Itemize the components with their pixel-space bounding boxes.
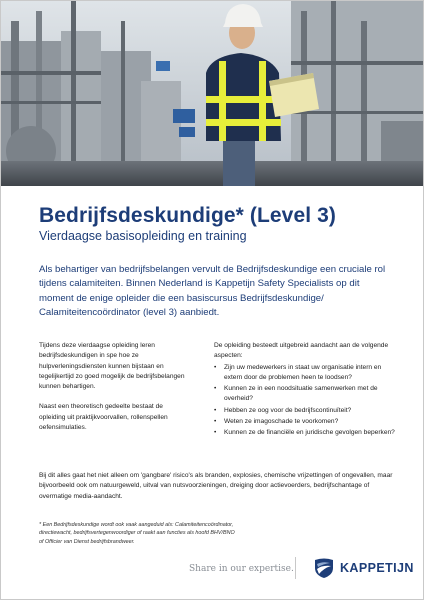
kappetijn-shield-logo-icon [313,557,335,579]
page-subtitle: Vierdaagse basisopleiding en training [39,229,247,243]
aspects-intro: De opleiding besteedt uitgebreid aandacht aan de volgende aspecten: [214,342,389,360]
left-paragraph-2: Naast een theoretisch gedeelte bestaat de opleiding uit praktijkvoorvallen, rollenspellen oefensimulaties. [39,403,168,432]
footer-divider [295,557,296,579]
footnote: * Een Bedrijfsdeskundige wordt ook vaak aangeduid als: Calamiteitencoördinator, directiewacht, bedrijfsvertegenwoordiger of raakt aan functies als hoofd BHV/BNO of Officier van Dienst bedrijfsbrandweer. [39,522,235,545]
logo-wordmark: KAPPETIJN [340,561,414,575]
intro-paragraph: Als behartiger van bedrijfsbelangen vervult de Bedrijfsdeskundige een cruciale rol tijdens calamiteiten. Binnen Nederland is Kappetijn Safety Specialists op dit moment de enige opleider die een basiscursus Bedrijfsdeskundige/ Calamiteitencoördinator (level 3) aanbiedt. [39,264,386,318]
left-column [39,341,189,443]
list-item: • Zijn uw medewerkers in staat uw organisatie intern en extern door de problemen heen te loodsen? [214,363,396,384]
list-item: • Weten ze imagoschade te voorkomen? [214,417,396,427]
closing-paragraph: Bij dit alles gaat het niet alleen om 'gangbare' risico's als branden, explosies, chemische vrijzettingen of ongevallen, maar bijvoorbeeld ook om natuurgeweld, uitval van nutsvoorzieningen, dreiging door actievoerders, bedrijfschantage of overmatige media-aandacht. [39,472,393,500]
list-item: • Hebben ze oog voor de bedrijfscontinuïteit? [214,406,396,416]
list-item: • Kunnen ze de financiële en juridische gevolgen beperken? [214,428,396,438]
right-column [214,341,396,440]
tagline: Share in our expertise. [189,564,294,574]
aspects-list [214,363,396,439]
kappetijn-logo [313,557,414,579]
page-title: Bedrijfsdeskundige* (Level 3) [39,204,336,227]
list-item: • Kunnen ze in een noodsituatie samenwerken met de overheid? [214,384,396,405]
hero-photo [1,1,423,186]
industrial-plant-worker-photo-icon [1,1,423,186]
left-paragraph-1: Tijdens deze vierdaagse opleiding leren bedrijfsdeskundigen in spe hoe ze hulpverleningsdiensten kunnen bijstaan en tegelijkertijd zo goed mogelijk de bedrijfsbelangen kunnen behartigen. [39,342,185,391]
